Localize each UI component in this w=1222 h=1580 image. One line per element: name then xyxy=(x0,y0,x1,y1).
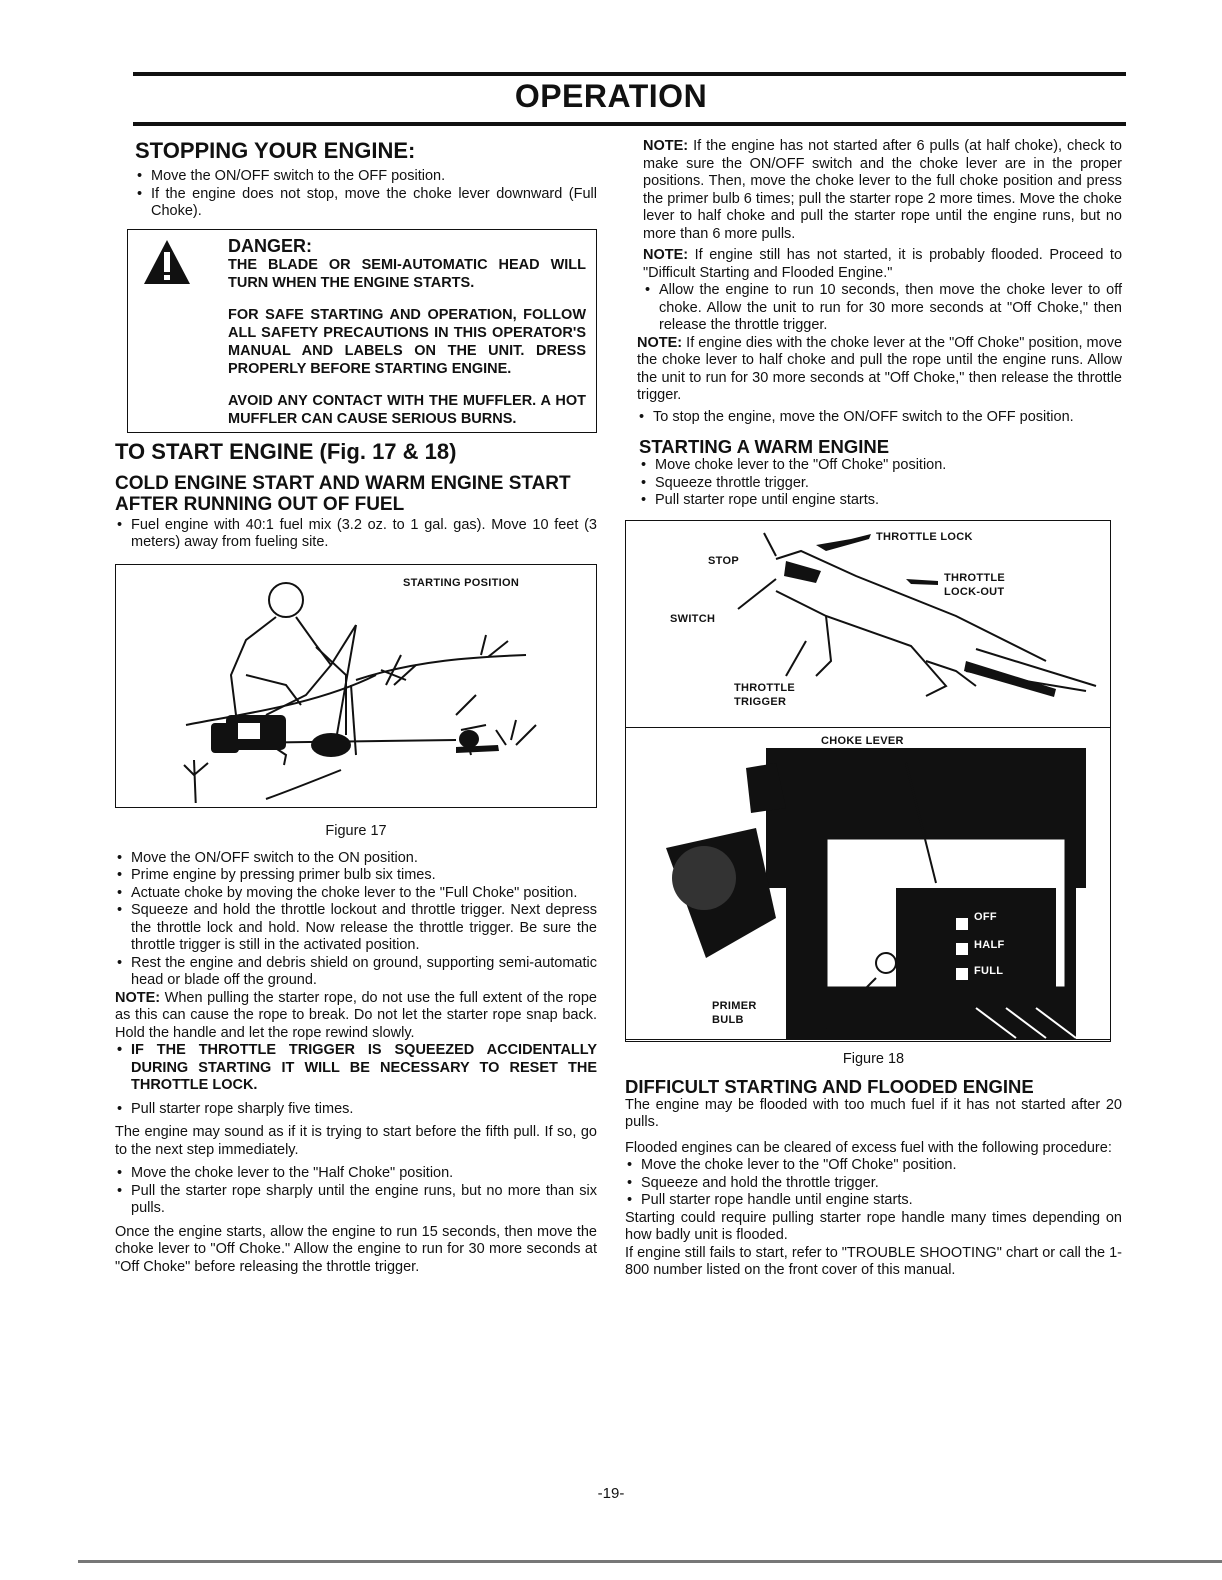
warning-triangle-icon xyxy=(142,238,192,288)
figure-18 xyxy=(625,520,1111,1042)
figure-17-caption: Figure 17 xyxy=(325,822,387,839)
list-item: • If the engine does not stop, move the choke lever downward (Full Choke). xyxy=(135,186,597,221)
flooded-heading: DIFFICULT STARTING AND FLOODED ENGINE xyxy=(625,1075,1034,1097)
warm-engine-heading: STARTING A WARM ENGINE xyxy=(639,436,890,457)
note-text: If the engine has not started after 6 pulls (at half choke), check to make sure the ON/OFF switch and the choke lever are in the proper positions. Then, move the choke lever to the full choke position and press the primer bulb 6 times; pull the starter rope 2 more times. Move the choke lever to half choke and pull the starter rope until the engine runs, but no more than 6 more pulls. xyxy=(643,138,1122,242)
list-item: • To stop the engine, move the ON/OFF switch to the OFF position. xyxy=(637,409,1122,427)
note-3 xyxy=(637,335,1122,405)
list-item: • Rest the engine and debris shield on ground, supporting semi-automatic head or blade off the ground. xyxy=(115,955,597,990)
note-label: NOTE: xyxy=(115,989,161,1006)
starting-position-label: STARTING POSITION xyxy=(403,576,520,589)
list-item: • Pull starter rope handle until engine starts. xyxy=(625,1192,1122,1210)
list-item: • Move choke lever to the "Off Choke" position. xyxy=(639,457,1122,475)
list-item: • Squeeze and hold the throttle trigger. xyxy=(625,1175,1122,1193)
note-label: NOTE: xyxy=(637,334,683,351)
start-engine-heading: TO START ENGINE (Fig. 17 & 18) xyxy=(115,438,457,464)
note-1 xyxy=(643,138,1122,243)
list-item: • Move the choke lever to the "Off Choke" position. xyxy=(625,1157,1122,1175)
flooded-p2: Flooded engines can be cleared of excess fuel with the following procedure: xyxy=(625,1139,1112,1156)
throttle-handle-illustration xyxy=(626,521,1110,727)
flooded-list xyxy=(625,1157,1122,1210)
danger-box xyxy=(127,229,597,433)
left-column xyxy=(115,138,597,1276)
warm-engine-list xyxy=(639,457,1122,510)
note-label: NOTE: xyxy=(643,247,689,263)
danger-text-2: FOR SAFE STARTING AND OPERATION, FOLLOW ALL SAFETY PRECAUTIONS IN THIS OPERATOR'S MANUAL AND LABELS ON THE UNIT. DRESS PROPERLY BEFORE STARTING ENGINE. xyxy=(228,306,586,377)
full-label: FULL xyxy=(974,964,1004,977)
figure-18-caption: Figure 18 xyxy=(842,1050,905,1067)
starting-position-illustration xyxy=(116,565,586,803)
note-text: If engine dies with the choke lever at the "Off Choke" position, move the choke lever to half choke and pull the rope until the engine runs. Allow the unit to run for 30 more seconds at "Off Choke," then release the throttle trigger. xyxy=(637,334,1123,403)
cold-start-subheading: COLD ENGINE START AND WARM ENGINE START AFTER RUNNING OUT OF FUEL xyxy=(115,472,571,515)
once-starts-text: Once the engine starts, allow the engine to run 15 seconds, then move the choke lever to "Off Choke." Allow the engine to run for 30 more seconds at "Off Choke" before releasing the throttle trigger. xyxy=(115,1223,597,1275)
note-text: If engine still has not started, it is probably flooded. Proceed to "Difficult Starting and Flooded Engine." xyxy=(643,247,1123,281)
bottom-edge-rule xyxy=(78,1560,1222,1563)
title-rule xyxy=(133,122,1126,126)
list-item: • Pull the starter rope sharply until the engine runs, but no more than six pulls. xyxy=(115,1183,597,1218)
page-number: -19- xyxy=(597,1485,625,1502)
list-item: • Squeeze throttle trigger. xyxy=(639,475,1122,493)
top-rule xyxy=(133,72,1126,76)
choke-lever-label: CHOKE LEVER xyxy=(821,734,904,747)
primer-bulb-label: PRIMER BULB xyxy=(712,999,757,1026)
stopping-list xyxy=(135,168,597,221)
danger-title: DANGER: xyxy=(228,235,312,256)
may-sound-text: The engine may sound as if it is trying to start before the fifth pull. If so, go to the next step immediately. xyxy=(115,1124,597,1158)
list-item: • Move the ON/OFF switch to the OFF position. xyxy=(135,168,597,186)
half-label: HALF xyxy=(974,938,1005,951)
note-label: NOTE: xyxy=(643,138,689,154)
rope-note xyxy=(115,990,597,1043)
throttle-lock-label: THROTTLE LOCK xyxy=(876,530,973,543)
start-steps-list xyxy=(115,850,597,990)
list-item: • Allow the engine to run 10 seconds, then move the choke lever to off choke. Allow the unit to run for 30 more seconds at "Off Choke," then release the throttle trigger. xyxy=(643,282,1122,335)
danger-text-3: AVOID ANY CONTACT WITH THE MUFFLER. A HOT MUFFLER CAN CAUSE SERIOUS BURNS. xyxy=(228,392,586,427)
switch-label: SWITCH xyxy=(670,612,716,625)
flooded-p3: Starting could require pulling starter rope handle many times depending on how badly unit is flooded. xyxy=(625,1209,1122,1243)
list-item: • Squeeze and hold the throttle lockout and throttle trigger. Next depress the throttle lock and hold. Now release the throttle trigger. Be sure the throttle trigger is still in the activated position. xyxy=(115,902,597,955)
flooded-p1: The engine may be flooded with too much fuel if it has not started after 20 pulls. xyxy=(625,1096,1122,1130)
list-item: • Pull starter rope sharply five times. xyxy=(115,1101,597,1119)
off-label: OFF xyxy=(974,910,997,923)
throttle-lockout-label: THROTTLE LOCK-OUT xyxy=(944,571,1006,598)
list-item: • Fuel engine with 40:1 fuel mix (3.2 oz. to 1 gal. gas). Move 10 feet (3 meters) away from fueling site. xyxy=(115,517,597,552)
engine-illustration xyxy=(626,728,1110,1040)
note-text: When pulling the starter rope, do not use the full extent of the rope as this can cause the rope to break. Do not let the starter rope snap back. Hold the handle and let the rope rewind slowly. xyxy=(115,989,597,1041)
throttle-warning: • IF THE THROTTLE TRIGGER IS SQUEEZED ACCIDENTALLY DURING STARTING IT WILL BE NECESSARY TO RESET THE THROTTLE LOCK. xyxy=(115,1042,597,1095)
list-item: • Move the ON/OFF switch to the ON position. xyxy=(115,850,597,868)
danger-text-1: THE BLADE OR SEMI-AUTOMATIC HEAD WILL TURN WHEN THE ENGINE STARTS. xyxy=(228,256,586,291)
page-title: OPERATION xyxy=(514,78,708,114)
list-item: • Pull starter rope until engine starts. xyxy=(639,492,1122,510)
figure-17 xyxy=(115,564,597,808)
note-2 xyxy=(643,247,1122,282)
stop-label: STOP xyxy=(708,554,739,567)
stopping-heading: STOPPING YOUR ENGINE: xyxy=(135,138,416,163)
right-column xyxy=(625,138,1122,1280)
throttle-trigger-label: THROTTLE TRIGGER xyxy=(734,681,796,708)
flooded-p4: If engine still fails to start, refer to "TROUBLE SHOOTING" chart or call the 1-800 number listed on the front cover of this manual. xyxy=(625,1244,1123,1278)
list-item: • Move the choke lever to the "Half Choke" position. xyxy=(115,1165,597,1183)
list-item: • Actuate choke by moving the choke lever to the "Full Choke" position. xyxy=(115,885,597,903)
list-item: • Prime engine by pressing primer bulb six times. xyxy=(115,867,597,885)
